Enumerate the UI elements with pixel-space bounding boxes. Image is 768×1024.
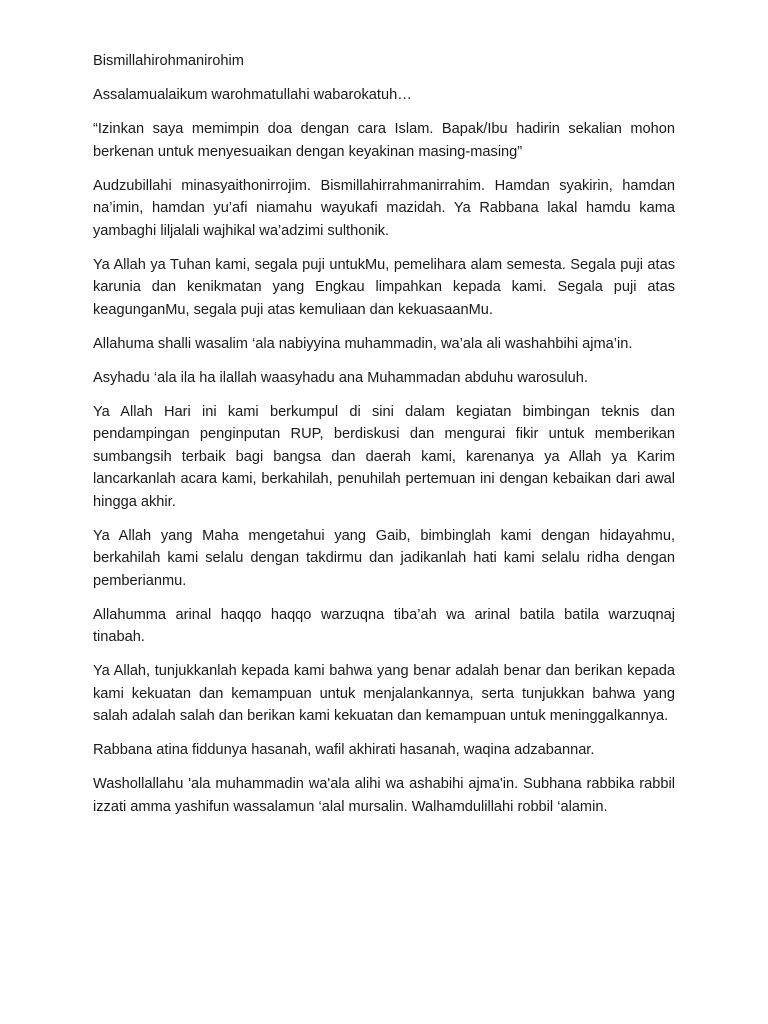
paragraph-truth-prayer-arabic: Allahumma arinal haqqo haqqo warzuqna tiba’ah wa arinal batila batila warzuqnaj tinabah. [93,606,675,645]
document-page [93,50,675,830]
paragraph-syahadat: Asyhadu ‘ala ila ha ilallah waasyhadu ana Muhammadan abduhu warosuluh. [93,369,588,386]
paragraph-praise: Ya Allah ya Tuhan kami, segala puji untukMu, pemelihara alam semesta. Segala puji atas karunia dan kenikmatan yang Engkau limpahkan kepada kami. Segala puji atas keagunganMu, segala puji atas kemuliaan dan kekuasaanMu. [93,256,675,318]
paragraph-guidance-prayer: Ya Allah yang Maha mengetahui yang Gaib, bimbinglah kami dengan hidayahmu, berkahilah kami selalu dengan takdirmu dan jadikanlah hati kami selalu ridha dengan pemberianmu. [93,527,675,589]
paragraph-truth-prayer: Ya Allah, tunjukkanlah kepada kami bahwa yang benar adalah benar dan berikan kepada kami kekuatan dan kemampuan untuk menjalankannya, serta tunjukkan bahwa yang salah adalah salah dan berikan kami kekuatan dan kemampuan untuk meninggalkannya. [93,663,675,724]
paragraph-rabbana: Rabbana atina fiddunya hasanah, wafil akhirati hasanah, waqina adzabannar. [93,742,595,758]
paragraph-shalawat: Allahuma shalli wasalim ‘ala nabiyyina muhammadin, wa’ala ali washahbihi ajma’in. [93,335,633,352]
paragraph-event-prayer: Ya Allah Hari ini kami berkumpul di sini dalam kegiatan bimbingan teknis dan pendampingan penginputan RUP, berdiskusi dan mengurai fikir untuk memberikan sumbangsih terbaik bagi bangsa dan daerah kami, karenanya ya Allah ya Karim lancarkanlah acara kami, berkahilah, penuhilah pertemuan ini dengan kebaikan dari awal hingga akhir. [93,403,675,510]
paragraph-basmalah: Bismillahirohmanirohim [93,53,244,69]
paragraph-opening-request: “Izinkan saya memimpin doa dengan cara Islam. Bapak/Ibu hadirin sekalian mohon berkenan untuk menyesuaikan dengan keyakinan masing-masing” [93,121,675,160]
paragraph-closing: Washollallahu 'ala muhammadin wa'ala alihi wa ashabihi ajma'in. Subhana rabbika rabbil izzati amma yashifun wassalamun ‘alal mursalin. Walhamdulillahi robbil ‘alamin. [93,776,675,815]
paragraph-greeting: Assalamualaikum warohmatullahi wabarokatuh… [93,87,412,103]
paragraph-taawudz: Audzubillahi minasyaithonirrojim. Bismillahirrahmanirrahim. Hamdan syakirin, hamdan na’imin, hamdan yu’afi niamahu wayukafi mazidah. Ya Rabbana lakal hamdu kama yambaghi liljalali wajhikal wa’adzimi sulthonik. [93,177,675,239]
